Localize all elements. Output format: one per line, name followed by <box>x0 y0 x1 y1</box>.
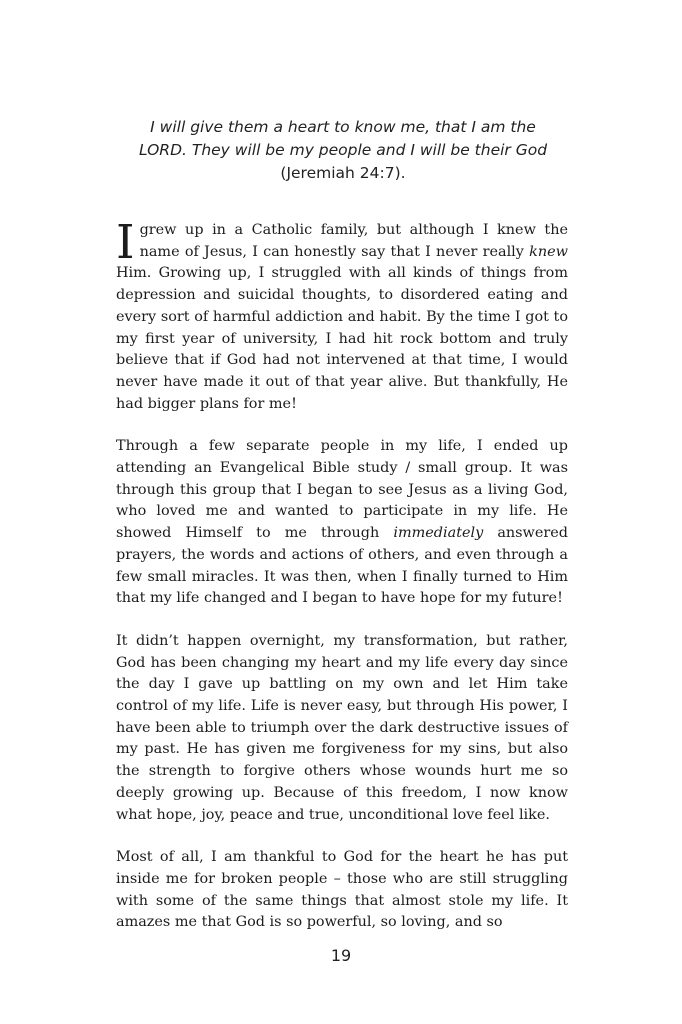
paragraph-3: It didn’t happen overnight, my transformation, but rather, God has been changing my heart and my life every day since the day I gave up battling on my own and let Him take control of my life. Life is never easy, but through His power, I have been able to triumph over the dark destructive issues of my past. He has given me forgiveness for my sins, but also the strength to forgive others whose wounds hurt me so deeply growing up. Because of this freedom, I now know what hope, joy, peace and true, unconditional love feel like. <box>116 632 568 823</box>
paragraph-2 <box>116 436 568 610</box>
paragraph-1-emphasis: knew <box>529 243 568 260</box>
drop-cap: I <box>116 215 135 270</box>
epigraph-quote-line-1: I will give them a heart to know me, that I am the <box>150 118 536 136</box>
paragraph-1 <box>116 215 568 415</box>
paragraph-2-part-2: answered prayers, the words and actions of others, and even through a few small miracles. It was then, when I finally turned to Him that my life changed and I began to have hope for my future! <box>116 525 568 607</box>
epigraph-quote-line-2: LORD. They will be my people and I will be their God <box>138 141 548 159</box>
epigraph-citation: (Jeremiah 24:7). <box>280 164 406 182</box>
paragraph-1-part-2: Him. Growing up, I struggled with all kinds of things from depression and suicidal thoughts, to disordered eating and every sort of harmful addiction and habit. By the time I got to my first year of university, I had hit rock bottom and truly believe that if God had not intervened at that time, I would never have made it out of that year alive. But thankfully, He had bigger plans for me! <box>116 265 568 412</box>
paragraph-4: Most of all, I am thankful to God for the heart he has put inside me for broken people – those who are still struggling with some of the same things that almost stole my life. It amazes me that God is so powerful, so loving, and so <box>116 849 568 931</box>
page-number: 19 <box>330 946 352 965</box>
body-text <box>116 215 568 955</box>
epigraph <box>100 116 586 185</box>
paragraph-2-emphasis: immediately <box>393 525 484 542</box>
paragraph-1-part-1: grew up in a Catholic family, but although I knew the name of Jesus, I can honestly say that I never really <box>139 222 568 260</box>
paragraph-2-part-1: Through a few separate people in my life, I ended up attending an Evangelical Bible study / small group. It was through this group that I began to see Jesus as a living God, who loved me and wanted to participate in my life. He showed Himself to me through <box>116 438 568 542</box>
